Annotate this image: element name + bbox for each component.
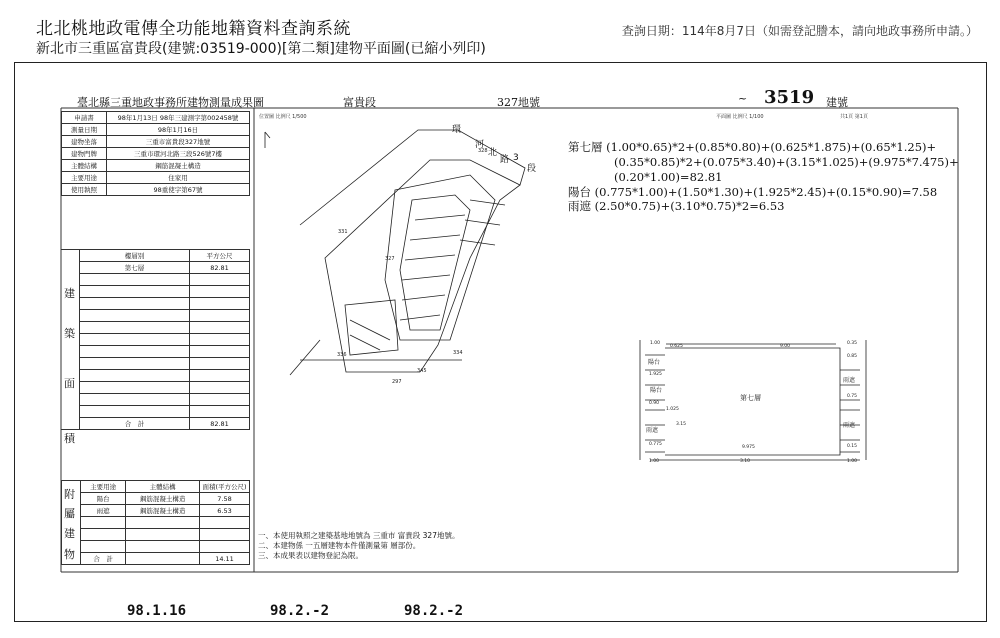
document-subtitle: 新北市三重區富貴段(建號:03519-000)[第二類]建物平面圖(已縮小列印)	[36, 41, 486, 57]
plan-dim-5: 0.85	[847, 354, 858, 359]
attach-side-char: 物	[64, 548, 75, 561]
form-value: 98年1月13日 98年三建測字第002458號	[107, 112, 250, 124]
page-label: 共1頁 第1頁	[840, 114, 868, 120]
total-row	[62, 553, 250, 565]
calc-balcony-label: 陽台	[568, 185, 591, 199]
query-date: 查詢日期：114年8月7日（如需登記謄本，請向地政事務所申請。）	[621, 24, 978, 38]
form-row	[62, 160, 250, 172]
plan-dim-8: 0.90	[649, 401, 660, 406]
attach-header-use: 主要用途	[81, 481, 126, 493]
plan-canopy-label-2: 雨遮	[843, 377, 856, 384]
form-label: 測量日期	[62, 124, 107, 136]
calc-floor-label: 第七層	[568, 140, 603, 154]
plan-dim-14: 3.10	[740, 459, 751, 464]
form-label: 主體結構	[62, 160, 107, 172]
form-label: 建物坐落	[62, 136, 107, 148]
form-row	[62, 124, 250, 136]
lot-number: 327地號	[497, 96, 540, 109]
lot-label-328: 328	[478, 148, 488, 154]
office-title: 臺北縣三重地政事務所建物測量成果圖	[77, 96, 264, 109]
calc-floor-line-2: (0.35*0.85)*2+(0.075*3.40)+(3.15*1.025)+(9.975*7.475)+	[614, 155, 959, 169]
plan-dim-15: 0.15	[847, 444, 858, 449]
lot-label-334: 334	[453, 350, 463, 356]
form-row	[62, 172, 250, 184]
floor-header-name: 樓層別	[80, 250, 190, 262]
plan-dim-13: 9.975	[742, 445, 755, 450]
side-char: 築	[64, 327, 75, 340]
total-row	[61, 418, 250, 430]
attach-total-value: 14.11	[200, 553, 250, 565]
road-char-1: 環	[452, 125, 462, 135]
building-prefix: ~	[738, 92, 748, 105]
site-map-drawing	[265, 130, 525, 375]
calc-canopy	[568, 198, 784, 214]
calc-floor-line-3: (0.20*1.00)=82.81	[614, 170, 723, 184]
form-value: 98年1月16日	[107, 124, 250, 136]
lot-label-331: 331	[338, 229, 348, 235]
registration-form	[61, 111, 250, 196]
building-suffix: 建號	[826, 96, 848, 109]
attach-side-char: 屬	[64, 507, 75, 520]
form-label: 建物門牌	[62, 148, 107, 160]
floor-area: 82.81	[190, 262, 250, 274]
attach-header-structure: 主體結構	[126, 481, 200, 493]
plan-dim-6: 0.75	[847, 394, 858, 399]
plan-dim-10: 0.775	[649, 442, 662, 447]
lot-label-345: 345	[417, 368, 427, 374]
plan-dim-7: 1.925	[649, 372, 662, 377]
plan-scale-label: 平面圖 比例尺 1/100	[716, 114, 764, 120]
table-row	[62, 505, 250, 517]
side-char: 積	[64, 432, 75, 445]
section-name: 富貴段	[343, 96, 376, 109]
plan-balcony-label-1: 陽台	[648, 359, 661, 366]
calc-floor-line-1: (1.00*0.65)*2+(0.85*0.80)+(0.625*1.875)+(0.65*1.25)+	[606, 140, 937, 154]
location-scale-label: 位置圖 比例尺 1/500	[259, 114, 307, 120]
plan-dim-11: 3.15	[676, 422, 687, 427]
attach-use: 雨遮	[81, 505, 126, 517]
plan-room-label: 第七層	[740, 394, 761, 402]
date-stamp: 98.2.-2	[270, 603, 330, 619]
road-char-3: 北	[488, 148, 498, 158]
plan-dim-2: 0.625	[670, 344, 683, 349]
plan-dim-3: 9.00	[780, 344, 791, 349]
calc-canopy-label: 雨遮	[568, 199, 591, 213]
side-char: 面	[64, 377, 75, 390]
road-char-6: 段	[527, 164, 537, 174]
plan-balcony-label-2: 陽台	[650, 387, 663, 394]
road-char-5: 3	[513, 153, 519, 163]
form-label: 申請書	[62, 112, 107, 124]
total-value: 82.81	[190, 418, 250, 430]
lot-label-336: 336	[337, 352, 347, 358]
lot-label-297: 297	[392, 379, 402, 385]
attachment-table	[61, 480, 250, 565]
plan-canopy-label-3: 雨遮	[843, 422, 856, 429]
attach-structure: 鋼筋混凝土構造	[126, 493, 200, 505]
date-stamp: 98.1.16	[127, 603, 187, 619]
building-number: 3519	[764, 87, 815, 108]
calc-floor	[568, 139, 936, 155]
form-label: 使用執照	[62, 184, 107, 196]
floor-header-area: 平方公尺	[190, 250, 250, 262]
form-value: 鋼筋混凝土構造	[107, 160, 250, 172]
plan-dim-4: 0.35	[847, 341, 858, 346]
calc-canopy-value: (2.50*0.75)+(3.10*0.75)*2=6.53	[594, 199, 785, 213]
form-value: 住家用	[107, 172, 250, 184]
form-value: 三重市環河北路三段526號7樓	[107, 148, 250, 160]
form-row	[62, 148, 250, 160]
attach-structure: 鋼筋混凝土構造	[126, 505, 200, 517]
floor-name: 第七層	[80, 262, 190, 274]
form-row	[62, 112, 250, 124]
floor-area-table	[61, 249, 250, 430]
attach-side-char: 附	[64, 488, 75, 501]
total-label: 合 計	[80, 418, 190, 430]
attach-area: 6.53	[200, 505, 250, 517]
table-row	[62, 493, 250, 505]
form-value: 三重市富貴段327地號	[107, 136, 250, 148]
attach-use: 陽台	[81, 493, 126, 505]
plan-dim-9: 1.025	[666, 407, 679, 412]
date-stamp: 98.2.-2	[404, 603, 464, 619]
plan-dim-16: 1.00	[847, 459, 858, 464]
note-2: 二、本建物係 一五層建物本件僅測量第 層部份。	[258, 541, 421, 550]
attach-side-char: 建	[64, 527, 75, 540]
plan-canopy-label-1: 雨遮	[646, 427, 659, 434]
attach-total-label: 合 計	[81, 553, 126, 565]
calc-balcony-value: (0.775*1.00)+(1.50*1.30)+(1.925*2.45)+(0.15*0.90)=7.58	[594, 185, 938, 199]
road-char-2: 河	[475, 140, 485, 150]
road-char-4: 路	[500, 155, 510, 165]
system-title: 北北桃地政電傳全功能地籍資料查詢系統	[36, 19, 351, 39]
note-1: 一、本使用執照之建築基地地號為 三重市 富貴段 327地號。	[258, 531, 460, 540]
form-value: 98重使字第67號	[107, 184, 250, 196]
form-row	[62, 184, 250, 196]
side-char: 建	[64, 287, 75, 300]
form-row	[62, 136, 250, 148]
attach-area: 7.58	[200, 493, 250, 505]
lot-label-327: 327	[385, 256, 395, 262]
attach-header-area: 面積(平方公尺)	[200, 481, 250, 493]
table-row	[61, 262, 250, 274]
plan-dim-1: 1.00	[650, 341, 661, 346]
plan-dim-12: 1.00	[649, 459, 660, 464]
form-label: 主要用途	[62, 172, 107, 184]
note-3: 三、本成果表以建物登記為限。	[258, 551, 363, 560]
